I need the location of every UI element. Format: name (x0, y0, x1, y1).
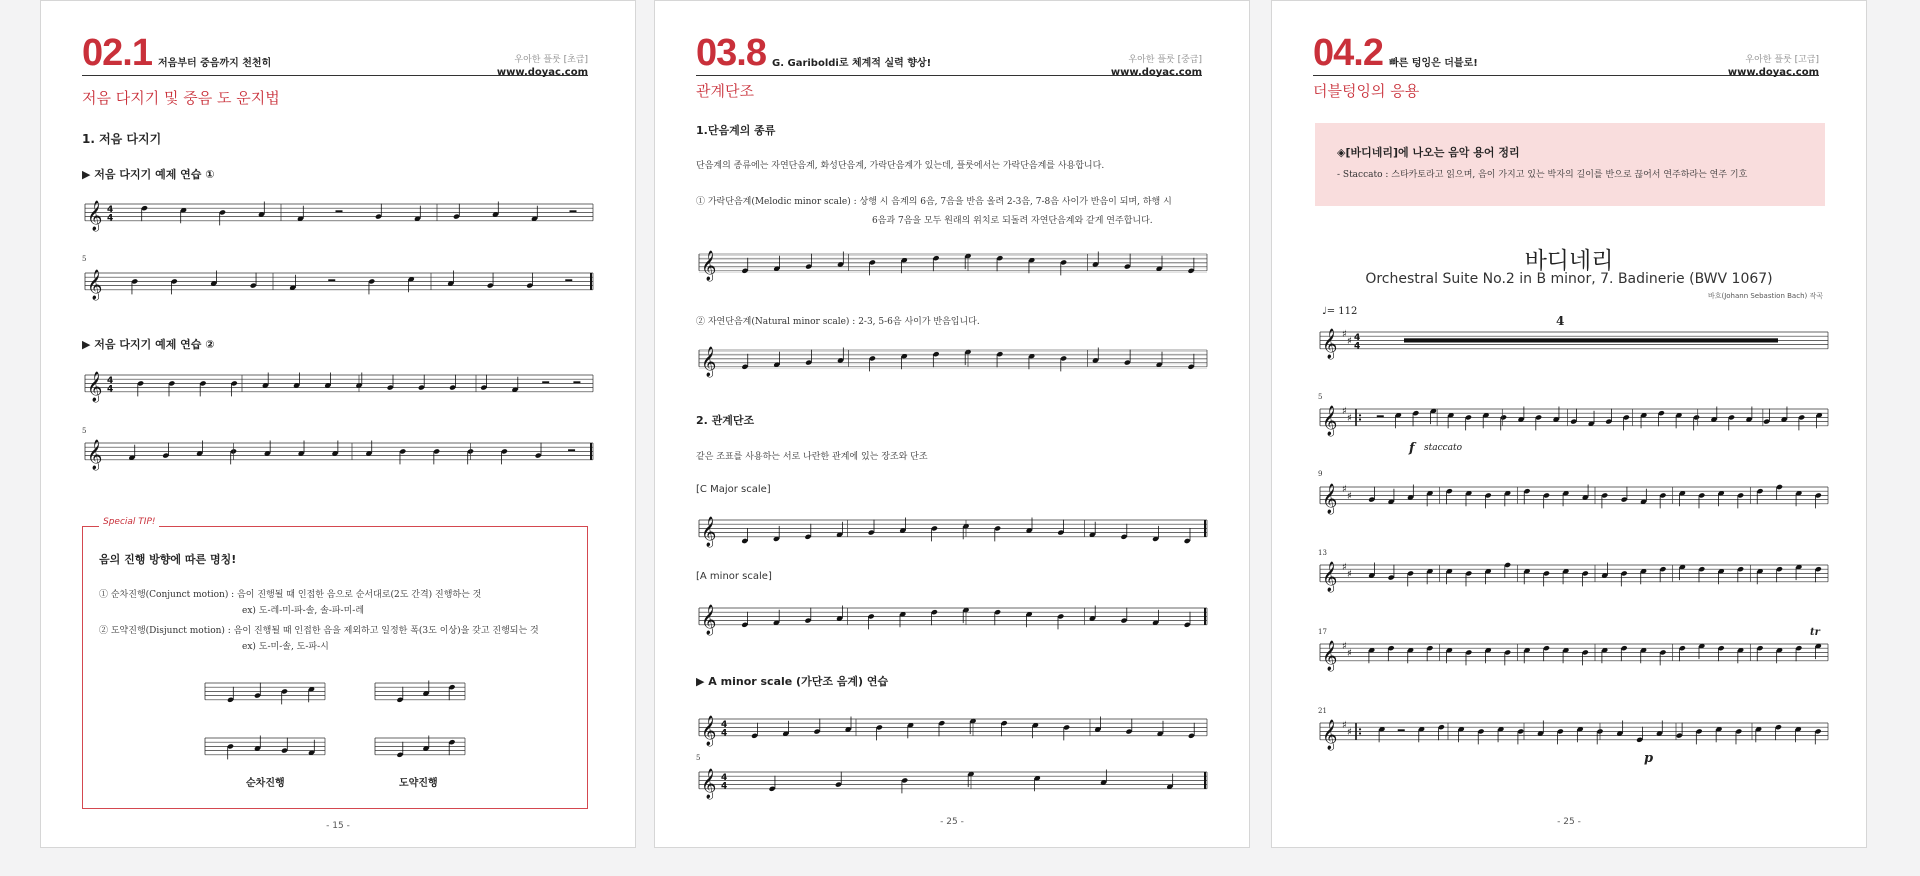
staff-line-3 (1320, 481, 1828, 514)
site-url: www.doyac.com (1727, 67, 1819, 78)
time-signature: 4 (721, 781, 728, 792)
section-title: 관계단조 (696, 82, 754, 100)
sharp-icon: ♯ (1342, 641, 1347, 652)
treble-clef-icon: 𝄞 (701, 346, 717, 377)
sharp-icon: ♯ (1347, 727, 1352, 738)
lesson-number: 03.8 (696, 32, 766, 74)
treble-clef-icon: 𝄞 (1322, 483, 1338, 514)
staff-c-major (699, 514, 1207, 547)
page-number: - 15 - (326, 821, 350, 831)
sharp-icon: ♯ (1342, 484, 1347, 495)
tip-disjunct-example: ex) 도-미-솔, 도-파-시 (242, 642, 329, 652)
course-level: 우아한 플룻 [중급] (1128, 55, 1202, 65)
measure-number: 5 (82, 255, 87, 263)
rest-icon (328, 279, 335, 281)
treble-clef-icon: 𝄞 (1322, 640, 1338, 671)
sharp-icon: ♯ (1347, 569, 1352, 580)
tempo-mark: ♩= 112 (1322, 306, 1358, 317)
sharp-icon: ♯ (1342, 329, 1347, 340)
practice-title: ▶ A minor scale (가단조 음계) 연습 (696, 675, 889, 688)
lesson-subtitle: 빠른 텅잉은 더블로! (1389, 58, 1478, 69)
treble-clef-icon: 𝄞 (87, 200, 103, 231)
tip-disjunct: ② 도약진행(Disjunct motion) : 음이 진행될 때 인접한 음을 제외하고 일정한 폭(3도 이상)을 갖고 진행되는 것 (99, 626, 539, 636)
staff-melodic-minor (699, 248, 1207, 281)
sharp-icon: ♯ (1347, 648, 1352, 659)
rest-icon (565, 279, 572, 281)
terms-staccato: - Staccato : 스타카토라고 읽으며, 음이 가지고 있는 박자의 길이를 반으로 끊어서 연주하라는 연주 기호 (1337, 170, 1748, 180)
tip-title: 음의 진행 방향에 따른 명칭! (99, 553, 237, 566)
tip-conjunct-example: ex) 도-레-미-파-솔, 솔-파-미-레 (242, 606, 365, 616)
lesson-subtitle: G. Gariboldi로 체계적 실력 향상! (772, 58, 932, 69)
sharp-icon: ♯ (1347, 336, 1352, 347)
staff-disjunct-down (375, 732, 465, 762)
staff-ex1-line2 (85, 267, 593, 301)
measure-number: 17 (1318, 628, 1327, 636)
treble-clef-icon: 𝄞 (1322, 561, 1338, 592)
site-url: www.doyac.com (496, 67, 588, 78)
treble-clef-icon: 𝄞 (87, 269, 103, 300)
treble-clef-icon: 𝄞 (701, 768, 717, 799)
heading-1: 1.단음계의 종류 (696, 124, 776, 137)
melodic-desc-1: ① 가락단음계(Melodic minor scale) : 상행 시 음계의 6음, 7음을 반음 올려 2-3음, 7-8음 사이가 반음이 되며, 하행 시 (696, 197, 1172, 207)
staff-disjunct-up (375, 677, 465, 707)
lesson-subtitle: 저음부터 중음까지 천천히 (158, 58, 272, 69)
exercise-1-title: ▶ 저음 다지기 예제 연습 ① (82, 168, 215, 181)
time-signature: 4 (721, 728, 728, 739)
sharp-icon: ♯ (1342, 562, 1347, 573)
label-conjunct: 순차진행 (246, 778, 285, 789)
rest-icon (542, 381, 549, 383)
section-title: 저음 다지기 및 중음 도 운지법 (82, 89, 280, 107)
page-number: - 25 - (940, 817, 964, 827)
staff-ex2-line1 (85, 369, 593, 403)
staff-line-5 (1320, 638, 1828, 671)
measure-number: 5 (1318, 393, 1323, 401)
time-signature: 4 (721, 720, 728, 730)
treble-clef-icon: 𝄞 (701, 604, 717, 635)
time-signature: 4 (721, 773, 728, 783)
treble-clef-icon: 𝄞 (701, 715, 717, 746)
treble-clef-icon: 𝄞 (701, 516, 717, 547)
sharp-icon: ♯ (1342, 406, 1347, 417)
rest-icon (1398, 729, 1405, 731)
staff-ex1-line1 (85, 198, 593, 232)
page-25b (1271, 0, 1867, 848)
staff-natural-minor (699, 344, 1207, 377)
page-header (696, 31, 1202, 79)
composer: 바흐(Johann Sebastion Bach) 작곡 (1707, 292, 1823, 300)
treble-clef-icon: 𝄞 (1322, 405, 1338, 436)
staccato-mark: staccato (1424, 443, 1463, 453)
page-25a (654, 0, 1250, 848)
measure-number: 21 (1318, 707, 1327, 715)
lesson-number: 02.1 (82, 32, 152, 74)
tip-conjunct: ① 순차진행(Conjunct motion) : 음이 진행될 때 인접한 음으로 순서대로(2도 간격) 진행하는 것 (99, 590, 482, 600)
repeat-dot (1359, 732, 1361, 734)
terms-box (1315, 123, 1825, 206)
sharp-icon: ♯ (1347, 491, 1352, 502)
label-disjunct: 도약진행 (399, 778, 438, 789)
measure-number: 5 (82, 427, 87, 435)
time-signature: 4 (107, 376, 114, 386)
special-tip-box (82, 517, 588, 809)
staff-line-6 (1320, 717, 1828, 750)
staff-line-2 (1320, 403, 1828, 436)
tip-badge: Special TIP! (99, 517, 159, 527)
treble-clef-icon: 𝄞 (87, 371, 103, 402)
staff-line-1 (1320, 326, 1828, 359)
dynamic-forte: f (1409, 441, 1415, 456)
treble-clef-icon: 𝄞 (1322, 719, 1338, 750)
section-title: 더블텅잉의 응용 (1313, 82, 1420, 100)
treble-clef-icon: 𝄞 (701, 250, 717, 281)
rest-icon (573, 381, 580, 383)
page-header (1313, 31, 1819, 79)
a-minor-label: [A minor scale] (696, 571, 772, 582)
trill-mark: tr (1810, 627, 1820, 638)
rest-icon (1377, 415, 1384, 417)
staff-a-minor (699, 602, 1207, 635)
course-level: 우아한 플룻 [초급] (514, 55, 588, 65)
site-url: www.doyac.com (1110, 67, 1202, 78)
rest-icon (570, 210, 577, 212)
staff-practice-1 (699, 713, 1207, 746)
piece-subtitle: Orchestral Suite No.2 in B minor, 7. Badinerie (BWV 1067) (1365, 271, 1773, 287)
rest-icon (336, 210, 343, 212)
course-level: 우아한 플룻 [고급] (1745, 55, 1819, 65)
staff-line-4 (1320, 559, 1828, 592)
treble-clef-icon: 𝄞 (1322, 328, 1338, 359)
c-major-label: [C Major scale] (696, 484, 771, 495)
multirest-count: 4 (1556, 314, 1565, 328)
time-signature: 4 (107, 384, 114, 395)
sharp-icon: ♯ (1342, 720, 1347, 731)
page-header (82, 31, 588, 79)
page-number: - 25 - (1557, 817, 1581, 827)
dynamic-piano: p (1644, 751, 1654, 766)
staff-conjunct-down (205, 732, 325, 762)
measure-number: 9 (1318, 470, 1323, 478)
terms-title: ◈[바디네리]에 나오는 음악 용어 정리 (1337, 146, 1520, 159)
page-15 (40, 0, 636, 848)
measure-number: 5 (696, 754, 701, 762)
melodic-desc-2: 6음과 7음을 모두 원래의 위치로 되돌려 자연단음계와 같게 연주합니다. (872, 216, 1153, 226)
time-signature: 4 (107, 213, 114, 224)
staff-ex2-line2 (85, 437, 593, 471)
exercise-2-title: ▶ 저음 다지기 예제 연습 ② (82, 338, 215, 351)
piece-title: 바디네리 (1524, 248, 1614, 274)
multirest-bar (1404, 338, 1778, 342)
natural-desc: ② 자연단음계(Natural minor scale) : 2-3, 5-6음 사이가 반음입니다. (696, 317, 980, 327)
staff-practice-2 (699, 766, 1207, 799)
rest-icon (568, 449, 575, 451)
sharp-icon: ♯ (1347, 413, 1352, 424)
lesson-number: 04.2 (1313, 32, 1383, 74)
time-signature: 4 (1354, 341, 1361, 352)
heading-1: 1. 저음 다지기 (82, 132, 162, 146)
relative-desc: 같은 조표를 사용하는 서로 나란한 관계에 있는 장조와 단조 (696, 452, 928, 462)
time-signature: 4 (107, 205, 114, 215)
intro-text: 단음계의 종류에는 자연단음계, 화성단음계, 가락단음계가 있는데, 플룻에서는 가락단음계를 사용합니다. (696, 161, 1105, 171)
repeat-dot (1359, 414, 1361, 416)
repeat-dot (1359, 418, 1361, 420)
treble-clef-icon: 𝄞 (87, 439, 103, 470)
time-signature: 4 (1354, 333, 1361, 343)
repeat-dot (1359, 728, 1361, 730)
staff-conjunct-up (205, 677, 325, 707)
heading-2: 2. 관계단조 (696, 414, 755, 427)
measure-number: 13 (1318, 549, 1327, 557)
